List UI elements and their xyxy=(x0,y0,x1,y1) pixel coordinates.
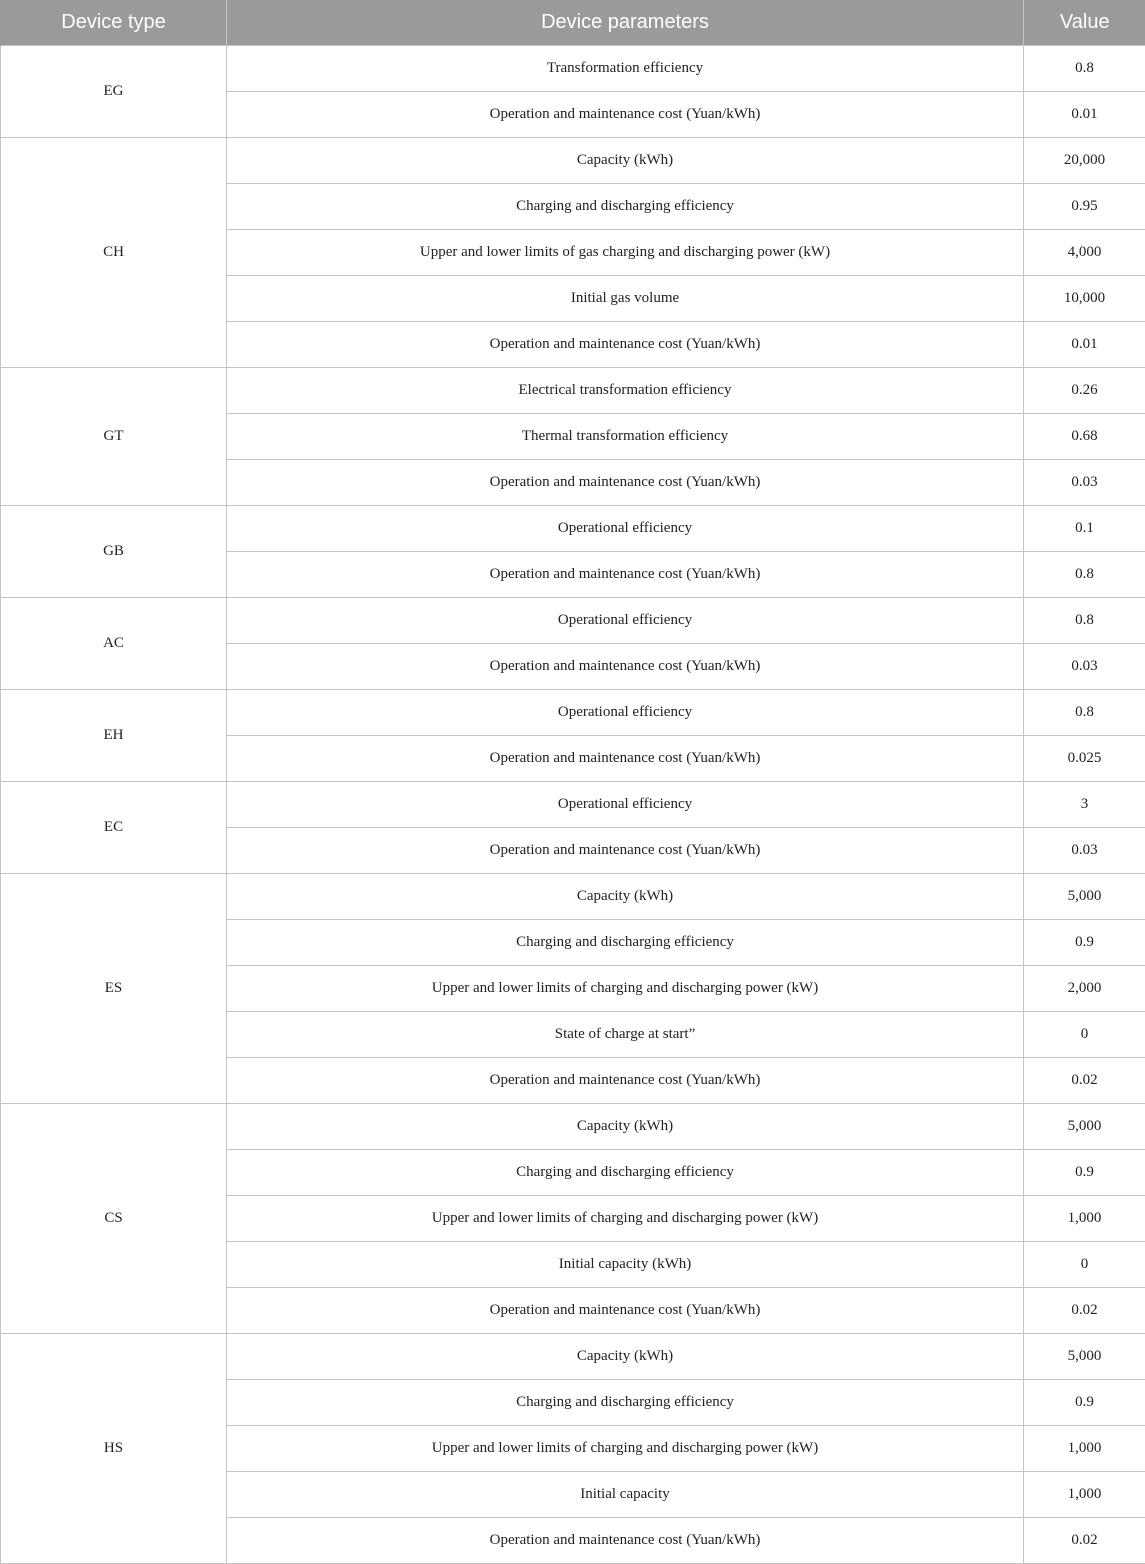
header-row xyxy=(1,0,1145,46)
value-cell: 0.95 xyxy=(1024,184,1145,230)
device-parameter-cell: Upper and lower limits of charging and discharging power (kW) xyxy=(227,1196,1024,1242)
value-cell: 4,000 xyxy=(1024,230,1145,276)
table-body xyxy=(1,46,1145,1564)
device-type-cell: ES xyxy=(1,874,227,1104)
table-row xyxy=(1,46,1145,92)
table-row xyxy=(1,506,1145,552)
table-row xyxy=(1,598,1145,644)
device-parameter-cell: Electrical transformation efficiency xyxy=(227,368,1024,414)
value-cell: 0.02 xyxy=(1024,1058,1145,1104)
value-cell: 5,000 xyxy=(1024,874,1145,920)
value-cell: 0.9 xyxy=(1024,1150,1145,1196)
device-parameter-cell: Capacity (kWh) xyxy=(227,874,1024,920)
device-type-cell: CS xyxy=(1,1104,227,1334)
device-type-cell: GB xyxy=(1,506,227,598)
value-cell: 0.02 xyxy=(1024,1518,1145,1564)
value-cell: 0.26 xyxy=(1024,368,1145,414)
device-parameter-cell: Operation and maintenance cost (Yuan/kWh) xyxy=(227,1518,1024,1564)
value-cell: 0 xyxy=(1024,1012,1145,1058)
value-cell: 0.68 xyxy=(1024,414,1145,460)
value-cell: 0.01 xyxy=(1024,322,1145,368)
table-row xyxy=(1,1334,1145,1380)
device-parameter-cell: Operation and maintenance cost (Yuan/kWh) xyxy=(227,1288,1024,1334)
device-parameter-cell: Charging and discharging efficiency xyxy=(227,920,1024,966)
value-cell: 0.025 xyxy=(1024,736,1145,782)
device-parameter-cell: Operational efficiency xyxy=(227,506,1024,552)
device-type-cell: EH xyxy=(1,690,227,782)
device-type-cell: GT xyxy=(1,368,227,506)
table-header xyxy=(1,0,1145,46)
value-cell: 0.03 xyxy=(1024,644,1145,690)
device-parameter-cell: Operation and maintenance cost (Yuan/kWh) xyxy=(227,1058,1024,1104)
value-cell: 0.8 xyxy=(1024,552,1145,598)
value-cell: 0.8 xyxy=(1024,690,1145,736)
device-parameter-cell: Initial capacity xyxy=(227,1472,1024,1518)
value-cell: 5,000 xyxy=(1024,1104,1145,1150)
value-cell: 0.8 xyxy=(1024,46,1145,92)
value-cell: 0.9 xyxy=(1024,1380,1145,1426)
device-parameter-cell: Capacity (kWh) xyxy=(227,138,1024,184)
device-type-cell: AC xyxy=(1,598,227,690)
device-parameter-cell: Operation and maintenance cost (Yuan/kWh) xyxy=(227,460,1024,506)
device-type-cell: EC xyxy=(1,782,227,874)
device-type-cell: EG xyxy=(1,46,227,138)
device-type-cell: CH xyxy=(1,138,227,368)
table-row xyxy=(1,874,1145,920)
value-cell: 0.01 xyxy=(1024,92,1145,138)
device-parameter-cell: Operational efficiency xyxy=(227,782,1024,828)
header-value: Value xyxy=(1024,0,1145,46)
value-cell: 5,000 xyxy=(1024,1334,1145,1380)
header-device-type: Device type xyxy=(1,0,227,46)
device-parameter-cell: State of charge at start” xyxy=(227,1012,1024,1058)
value-cell: 0 xyxy=(1024,1242,1145,1288)
value-cell: 2,000 xyxy=(1024,966,1145,1012)
value-cell: 1,000 xyxy=(1024,1426,1145,1472)
device-parameter-cell: Operation and maintenance cost (Yuan/kWh) xyxy=(227,92,1024,138)
value-cell: 3 xyxy=(1024,782,1145,828)
device-parameter-cell: Charging and discharging efficiency xyxy=(227,1150,1024,1196)
device-parameter-cell: Operation and maintenance cost (Yuan/kWh) xyxy=(227,644,1024,690)
device-parameter-cell: Capacity (kWh) xyxy=(227,1334,1024,1380)
table-row xyxy=(1,368,1145,414)
value-cell: 0.1 xyxy=(1024,506,1145,552)
device-parameter-cell: Initial capacity (kWh) xyxy=(227,1242,1024,1288)
device-parameter-cell: Operational efficiency xyxy=(227,598,1024,644)
header-device-parameters: Device parameters xyxy=(227,0,1024,46)
device-type-cell: HS xyxy=(1,1334,227,1564)
device-parameter-cell: Upper and lower limits of charging and discharging power (kW) xyxy=(227,966,1024,1012)
value-cell: 0.03 xyxy=(1024,828,1145,874)
value-cell: 0.03 xyxy=(1024,460,1145,506)
table-row xyxy=(1,782,1145,828)
device-parameter-cell: Operational efficiency xyxy=(227,690,1024,736)
value-cell: 0.9 xyxy=(1024,920,1145,966)
device-parameter-cell: Charging and discharging efficiency xyxy=(227,1380,1024,1426)
table-row xyxy=(1,1104,1145,1150)
device-parameter-cell: Operation and maintenance cost (Yuan/kWh) xyxy=(227,322,1024,368)
device-parameter-cell: Operation and maintenance cost (Yuan/kWh) xyxy=(227,828,1024,874)
device-parameter-cell: Operation and maintenance cost (Yuan/kWh) xyxy=(227,736,1024,782)
value-cell: 10,000 xyxy=(1024,276,1145,322)
table-row xyxy=(1,138,1145,184)
device-parameter-cell: Thermal transformation efficiency xyxy=(227,414,1024,460)
device-parameter-cell: Transformation efficiency xyxy=(227,46,1024,92)
value-cell: 1,000 xyxy=(1024,1472,1145,1518)
device-parameter-cell: Upper and lower limits of charging and discharging power (kW) xyxy=(227,1426,1024,1472)
device-parameter-cell: Operation and maintenance cost (Yuan/kWh) xyxy=(227,552,1024,598)
value-cell: 0.8 xyxy=(1024,598,1145,644)
device-parameter-cell: Charging and discharging efficiency xyxy=(227,184,1024,230)
value-cell: 20,000 xyxy=(1024,138,1145,184)
value-cell: 1,000 xyxy=(1024,1196,1145,1242)
value-cell: 0.02 xyxy=(1024,1288,1145,1334)
table-row xyxy=(1,690,1145,736)
device-parameter-cell: Capacity (kWh) xyxy=(227,1104,1024,1150)
device-parameter-cell: Initial gas volume xyxy=(227,276,1024,322)
device-parameter-cell: Upper and lower limits of gas charging and discharging power (kW) xyxy=(227,230,1024,276)
